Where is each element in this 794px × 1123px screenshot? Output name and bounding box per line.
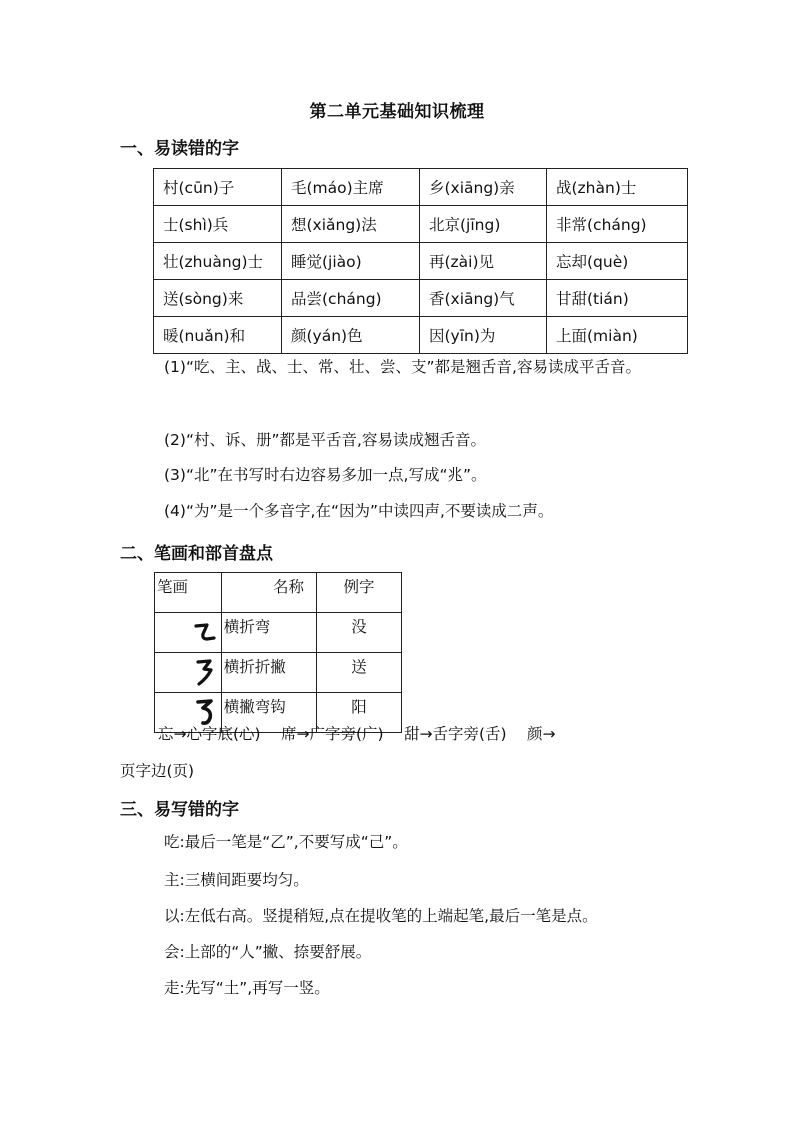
section-heading-strokes: 二、笔画和部首盘点 (120, 544, 273, 564)
stroke-cell (155, 653, 222, 693)
table-cell: 暖(nuǎn)和 (154, 317, 282, 354)
table-cell: 上面(miàn) (547, 317, 688, 354)
table-cell: 品尝(cháng) (282, 280, 420, 317)
writing-tip: 会:上部的“人”撇、捺要舒展。 (164, 943, 372, 961)
stroke-example: 没 (317, 613, 402, 653)
writing-tip: 走:先写“土”,再写一竖。 (164, 979, 330, 997)
stroke-table (154, 572, 402, 733)
table-cell: 毛(máo)主席 (282, 169, 420, 206)
stroke-name: 横折弯 (221, 613, 316, 653)
stroke-name: 横折折撇 (221, 653, 316, 693)
column-header: 例字 (317, 573, 402, 613)
note-paragraph: (2)“村、诉、册”都是平舌音,容易读成翘舌音。 (164, 431, 486, 449)
radicals-line: 忘→心字底(心) 席→广字旁(广) 甜→舌字旁(舌) 颜→ (158, 725, 556, 743)
stroke-name: 横撇弯钩 (221, 693, 316, 733)
note-paragraph: (1)“吃、主、战、士、常、壮、尝、支”都是翘舌音,容易读成平舌音。 (164, 358, 641, 376)
heng-zhe-zhe-pie-stroke-icon (193, 658, 217, 686)
stroke-example: 送 (317, 653, 402, 693)
heng-zhe-wan-stroke-icon (193, 620, 217, 644)
page-title: 第二单元基础知识梳理 (309, 102, 485, 122)
table-cell: 送(sòng)来 (154, 280, 282, 317)
table-cell: 睡觉(jiào) (282, 243, 420, 280)
table-row (154, 317, 688, 354)
section-heading-misread: 一、易读错的字 (120, 139, 239, 159)
table-cell: 想(xiǎng)法 (282, 206, 420, 243)
table-cell: 村(cūn)子 (154, 169, 282, 206)
table-cell: 香(xiāng)气 (420, 280, 547, 317)
writing-tip: 吃:最后一笔是“乙”,不要写成“己”。 (164, 833, 408, 851)
table-cell: 颜(yán)色 (282, 317, 420, 354)
table-header-row (155, 573, 402, 613)
table-cell: 非常(cháng) (547, 206, 688, 243)
table-row (154, 280, 688, 317)
note-paragraph: (4)“为”是一个多音字,在“因为”中读四声,不要读成二声。 (164, 502, 554, 520)
table-cell: 甘甜(tián) (547, 280, 688, 317)
table-cell: 壮(zhuàng)士 (154, 243, 282, 280)
column-header: 名称 (221, 573, 316, 613)
table-cell: 乡(xiāng)亲 (420, 169, 547, 206)
table-cell: 北京(jīng) (420, 206, 547, 243)
stroke-cell (155, 613, 222, 653)
stroke-example: 阳 (317, 693, 402, 733)
writing-tip: 主:三横间距要均匀。 (164, 871, 309, 889)
table-row (154, 206, 688, 243)
radicals-line: 页字边(页) (120, 762, 195, 780)
table-cell: 士(shì)兵 (154, 206, 282, 243)
table-cell: 忘却(què) (547, 243, 688, 280)
table-cell: 因(yīn)为 (420, 317, 547, 354)
note-paragraph: (3)“北”在书写时右边容易多加一点,写成“兆”。 (164, 466, 487, 484)
column-header: 笔画 (155, 573, 222, 613)
table-cell: 战(zhàn)士 (547, 169, 688, 206)
table-row (154, 169, 688, 206)
section-heading-miswritten: 三、易写错的字 (120, 800, 239, 820)
writing-tip: 以:左低右高。竖提稍短,点在提收笔的上端起笔,最后一笔是点。 (164, 907, 598, 925)
table-row (155, 613, 402, 653)
table-cell: 再(zài)见 (420, 243, 547, 280)
pronunciation-table (153, 168, 688, 354)
table-row (155, 653, 402, 693)
table-row (154, 243, 688, 280)
